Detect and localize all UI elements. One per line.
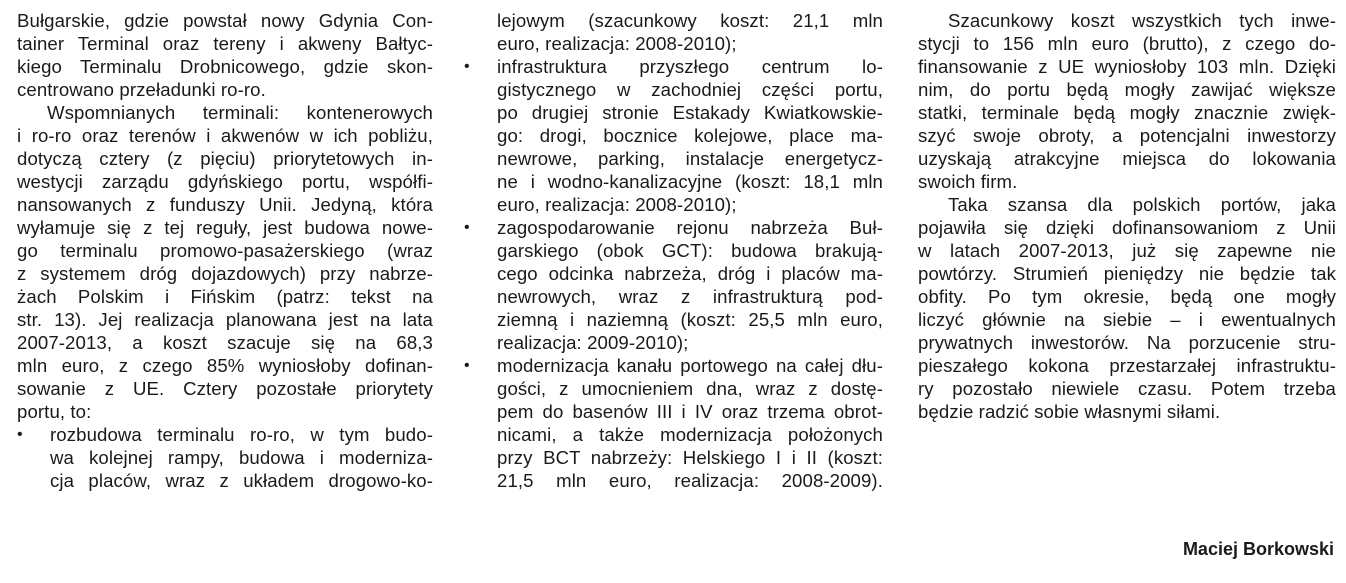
text-line [464, 262, 883, 285]
line-text: euro, realizacja: 2008-2010); [497, 194, 737, 215]
line-text: Wspomnianych terminali: kontenerowych [47, 102, 433, 123]
line-text: garskiego (obok GCT): budowa brakują- [497, 240, 883, 261]
bullet-item-line [464, 216, 883, 239]
bullet-icon: • [464, 58, 470, 75]
text-line [17, 55, 433, 78]
text-line [17, 147, 433, 170]
text-line [17, 354, 433, 377]
line-text: po drugiej stronie Estakady Kwiatkowskie- [497, 102, 883, 123]
line-text: z systemem dróg dojazdowych) przy nabrze- [17, 263, 433, 284]
text-line [464, 124, 883, 147]
text-line [17, 170, 433, 193]
line-text: Bułgarskie, gdzie powstał nowy Gdynia Con- [17, 10, 433, 31]
line-text: swoich firm. [918, 171, 1018, 192]
line-text: liczyć głównie na siebie – i ewentualnych [918, 309, 1336, 330]
line-text: będzie radzić sobie własnymi siłami. [918, 401, 1221, 422]
line-text: rozbudowa terminalu ro-ro, w tym budo- [50, 424, 433, 445]
bullet-item-line [17, 423, 433, 446]
line-text: nim, do portu będą mogły zawijać większe [918, 79, 1336, 100]
text-line [17, 193, 433, 216]
line-text: pojawiła się dzięki dofinansowaniom z Unii [918, 217, 1336, 238]
line-text: w latach 2007-2013, już się zapewne nie [918, 240, 1336, 261]
line-text: 2007-2013, a koszt szacuje się na 68,3 [17, 332, 433, 353]
text-line [918, 170, 1336, 193]
line-text: 21,5 mln euro, realizacja: 2008-2009). [497, 470, 883, 491]
line-text: infrastruktura przyszłego centrum lo- [497, 56, 883, 77]
line-text: gistycznego w zachodniej części portu, [497, 79, 883, 100]
text-line [464, 78, 883, 101]
line-text: westycji zarządu gdyńskiego portu, współfi- [17, 171, 433, 192]
line-text: mln euro, z czego 85% wyniosłoby dofinan- [17, 355, 433, 376]
text-line [464, 423, 883, 446]
line-text: statki, terminale będą mogły znacznie zwięk- [918, 102, 1336, 123]
line-text: Taka szansa dla polskich portów, jaka [948, 194, 1336, 215]
line-text: obfity. Po tym okresie, będą one mogły [918, 286, 1336, 307]
text-line [464, 147, 883, 170]
text-line [17, 9, 433, 32]
bullet-icon: • [17, 426, 23, 443]
bullet-item-line [464, 354, 883, 377]
text-line [17, 239, 433, 262]
text-line [464, 9, 883, 32]
text-column-2 [464, 9, 883, 492]
line-text: lejowym (szacunkowy koszt: 21,1 mln [497, 10, 883, 31]
text-line [918, 239, 1336, 262]
line-text: go terminalu promowo-pasażerskiego (wraz [17, 240, 433, 261]
text-line [17, 78, 433, 101]
text-line [918, 9, 1336, 32]
text-line [17, 469, 433, 492]
text-line [918, 55, 1336, 78]
text-line [464, 101, 883, 124]
line-text: uzyskają atrakcyjne miejsca do lokowania [918, 148, 1336, 169]
text-line [464, 32, 883, 55]
text-line [464, 193, 883, 216]
line-text: prywatnych inwestorów. Na porzucenie stru- [918, 332, 1336, 353]
line-text: nicami, a także modernizacja położonych [497, 424, 883, 445]
text-line [918, 400, 1336, 423]
line-text: stycji to 156 mln euro (brutto), z czego do- [918, 33, 1336, 54]
line-text: kiego Terminalu Drobnicowego, gdzie skon- [17, 56, 433, 77]
line-text: newrowych, wraz z infrastrukturą pod- [497, 286, 883, 307]
line-text: realizacja: 2009-2010); [497, 332, 689, 353]
text-line [464, 285, 883, 308]
text-line [918, 308, 1336, 331]
line-text: powtórzy. Strumień pieniędzy nie będzie tak [918, 263, 1336, 284]
text-column-3 [918, 9, 1336, 423]
text-line [464, 446, 883, 469]
line-text: pem do basenów III i IV oraz trzema obrot- [497, 401, 883, 422]
text-line [918, 32, 1336, 55]
bullet-item-line [464, 55, 883, 78]
line-text: sowanie z UE. Cztery pozostałe priorytety [17, 378, 433, 399]
line-text: cja placów, wraz z układem drogowo-ko- [50, 470, 433, 491]
text-line [464, 308, 883, 331]
text-line [918, 78, 1336, 101]
text-line [918, 216, 1336, 239]
text-line [918, 193, 1336, 216]
line-text: portu, to: [17, 401, 92, 422]
text-line [918, 147, 1336, 170]
bullet-icon: • [464, 219, 470, 236]
line-text: żach Polskim i Fińskim (patrz: tekst na [17, 286, 433, 307]
text-line [17, 331, 433, 354]
text-line [464, 469, 883, 492]
text-line [918, 377, 1336, 400]
text-line [17, 285, 433, 308]
line-text: zagospodarowanie rejonu nabrzeża Buł- [497, 217, 883, 238]
text-line [17, 124, 433, 147]
text-line [17, 216, 433, 239]
text-column-1 [17, 9, 433, 492]
text-line [918, 354, 1336, 377]
line-text: euro, realizacja: 2008-2010); [497, 33, 737, 54]
line-text: szyć swoje obroty, a potencjalni inwestorzy [918, 125, 1336, 146]
line-text: ry pozostało niewiele czasu. Potem trzeba [918, 378, 1336, 399]
line-text: centrowano przeładunki ro-ro. [17, 79, 266, 100]
line-text: cego odcinka nabrzeża, dróg i placów ma- [497, 263, 883, 284]
line-text: pieszałego kokona przestarzałej infrastruktu- [918, 355, 1336, 376]
line-text: go: drogi, bocznice kolejowe, place ma- [497, 125, 883, 146]
line-text: i ro-ro oraz terenów i akwenów w ich pobliżu, [17, 125, 433, 146]
text-line [17, 446, 433, 469]
text-line [918, 285, 1336, 308]
line-text: ziemną i naziemną (koszt: 25,5 mln euro, [497, 309, 883, 330]
author-byline: Maciej Borkowski [1182, 539, 1334, 559]
text-line [464, 377, 883, 400]
line-text: Szacunkowy koszt wszystkich tych inwe- [948, 10, 1336, 31]
line-text: przy BCT nabrzeży: Helskiego I i II (koszt: [497, 447, 883, 468]
line-text: modernizacja kanału portowego na całej dłu- [497, 355, 883, 376]
line-text: gości, z umocnieniem dna, wraz z dostę- [497, 378, 883, 399]
text-line [918, 101, 1336, 124]
text-line [17, 400, 433, 423]
line-text: newrowe, parking, instalacje energetycz- [497, 148, 883, 169]
text-line [464, 400, 883, 423]
text-line [464, 170, 883, 193]
line-text: dotyczą cztery (z pięciu) priorytetowych in- [17, 148, 433, 169]
text-line [17, 377, 433, 400]
line-text: ne i wodno-kanalizacyjne (koszt: 18,1 mln [497, 171, 883, 192]
text-line [17, 262, 433, 285]
line-text: tainer Terminal oraz tereny i akweny Bałtyc- [17, 33, 433, 54]
line-text: wyłamuje się z tej reguły, jest budowa nowe- [17, 217, 433, 238]
text-line [918, 124, 1336, 147]
text-line [17, 308, 433, 331]
text-line [918, 331, 1336, 354]
text-line [464, 239, 883, 262]
line-text: wa kolejnej rampy, budowa i moderniza- [50, 447, 433, 468]
line-text: finansowanie z UE wyniosłoby 103 mln. Dzięki [918, 56, 1336, 77]
bullet-icon: • [464, 357, 470, 374]
text-line [17, 32, 433, 55]
line-text: nansowanych z funduszy Unii. Jedyną, która [17, 194, 433, 215]
text-line [918, 262, 1336, 285]
text-line [17, 101, 433, 124]
line-text: str. 13). Jej realizacja planowana jest na lata [17, 309, 433, 330]
text-line [464, 331, 883, 354]
